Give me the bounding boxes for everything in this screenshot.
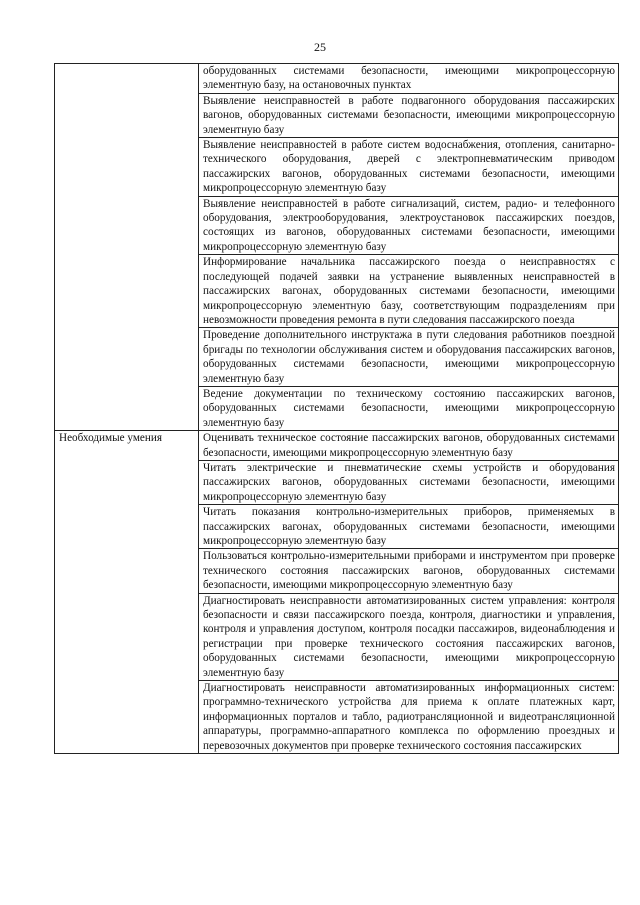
- table-row: [55, 64, 619, 94]
- table-cell: Читать показания контрольно-измерительных приборов, применяемых в пассажирских вагонах, оборудованных системами безопасности, имеющими микропроцессорную элементную базу: [199, 505, 619, 549]
- table-cell: Проведение дополнительного инструктажа в пути следования работников поездной бригады по технологии обслуживания систем и оборудования пассажирских вагонов, оборудованных системами безопасности, имеющими микропроцессорную элементную базу: [199, 328, 619, 387]
- table-cell: Информирование начальника пассажирского поезда о неисправностях с последующей подачей заявки на устранение выявленных неисправностей в пассажирских вагонах, оборудованных системами безопасности, имеющими микропроцессорную элементную базу, соответствующим подразделениям при невозможности проведения ремонта в пути следования пассажирского поезда: [199, 255, 619, 328]
- table-cell: Диагностировать неисправности автоматизированных систем управления: контроля безопасности и связи пассажирского поезда, контроля, диагностики и управления, контроля и управления доступом, контроля посадки пассажиров, видеонаблюдения и регистрации при проверке технического состояния пассажирских вагонов, оборудованных системами безопасности, имеющими микропроцессорную элементную базу: [199, 593, 619, 680]
- competency-table: [54, 63, 619, 754]
- table-cell: Диагностировать неисправности автоматизированных информационных систем: программно-технического устройства для приема к оплате платежных карт, информационных порталов и табло, радиотрансляционной и видеотрансляционной аппаратуры, программно-аппаратного комплекса по оформлению проездных и перевозочных документов при проверке технического состояния пассажирских: [199, 681, 619, 754]
- table-cell: Выявление неисправностей в работе сигнализаций, систем, радио- и телефонного оборудования, электрооборудования, электроустановок пассажирских поездов, состоящих из вагонов, оборудованных системами безопасности, имеющими микропроцессорную элементную базу: [199, 196, 619, 255]
- table-cell: оборудованных системами безопасности, имеющими микропроцессорную элементную базу, на остановочных пунктах: [199, 64, 619, 94]
- table-cell: Выявление неисправностей в работе подвагонного оборудования пассажирских вагонов, оборудованных системами безопасности, имеющими микропроцессорную элементную базу: [199, 93, 619, 137]
- page-number: 25: [314, 40, 326, 54]
- table-cell: Выявление неисправностей в работе систем водоснабжения, отопления, санитарно-технического оборудования, дверей с электропневматическим приводом пассажирских вагонов, оборудованных системами безопасности, имеющими микропроцессорную элементную базу: [199, 138, 619, 197]
- section-label: Необходимые умения: [55, 431, 199, 754]
- table-cell: Оценивать техническое состояние пассажирских вагонов, оборудованных системами безопасности, имеющими микропроцессорную элементную базу: [199, 431, 619, 461]
- table-row: [55, 431, 619, 461]
- table-cell: Пользоваться контрольно-измерительными приборами и инструментом при проверке технического состояния пассажирских вагонов, оборудованных системами безопасности, имеющими микропроцессорную элементную базу: [199, 549, 619, 593]
- table-cell: Читать электрические и пневматические схемы устройств и оборудования пассажирских вагонов, оборудованных системами безопасности, имеющими микропроцессорную элементную базу: [199, 460, 619, 504]
- table-cell: Ведение документации по техническому состоянию пассажирских вагонов, оборудованных системами безопасности, имеющими микропроцессорную элементную базу: [199, 386, 619, 430]
- label-cell-empty: [55, 64, 199, 431]
